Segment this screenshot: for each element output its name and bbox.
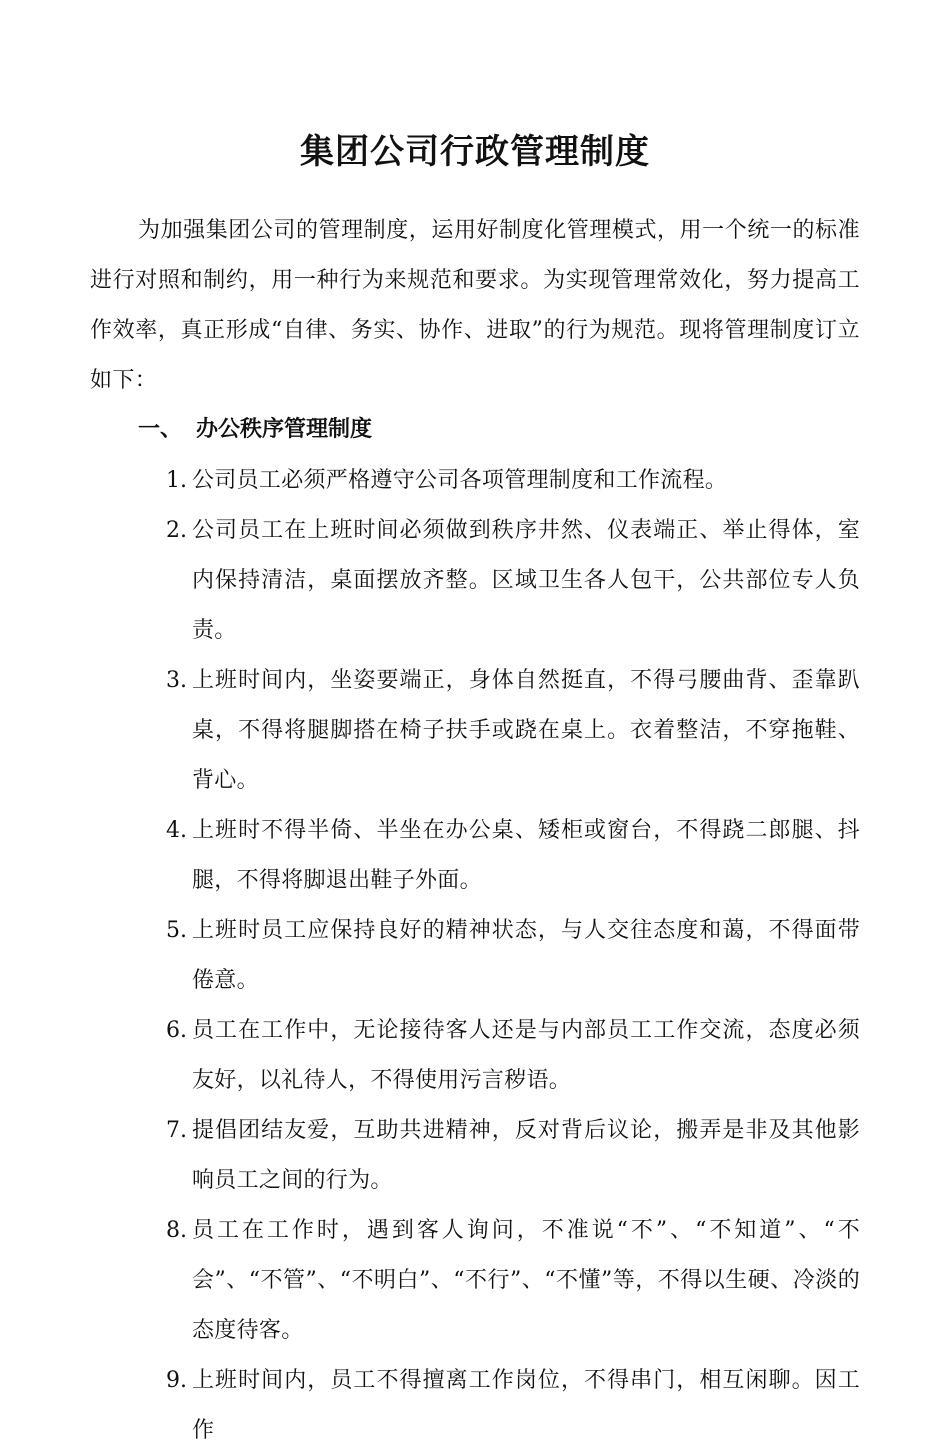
list-item [0, 806, 950, 906]
item-number: 3. [166, 668, 187, 693]
item-number: 9. [166, 1368, 187, 1393]
item-number: 2. [166, 518, 187, 543]
item-text: 公司员工在上班时间必须做到秩序井然、仪表端正、举止得体，室内保持清洁，桌面摆放齐整。区域卫生各人包干，公共部位专人负责。 [192, 518, 860, 643]
item-number: 6. [166, 1018, 187, 1043]
section-number: 一、 [138, 417, 183, 442]
section-heading-text: 办公秩序管理制度 [196, 417, 373, 442]
rule-list [0, 456, 950, 1456]
item-text: 员工在工作中，无论接待客人还是与内部员工工作交流，态度必须友好，以礼待人，不得使用污言秽语。 [192, 1018, 860, 1093]
item-text: 提倡团结友爱，互助共进精神，反对背后议论，搬弄是非及其他影响员工之间的行为。 [192, 1118, 860, 1193]
list-item [0, 456, 950, 506]
list-item [0, 1206, 950, 1356]
list-item [0, 1356, 950, 1456]
list-item [0, 906, 950, 1006]
section-heading [138, 408, 372, 452]
item-number: 7. [166, 1118, 187, 1143]
intro-paragraph: 为加强集团公司的管理制度，运用好制度化管理模式，用一个统一的标准进行对照和制约，用一种行为来规范和要求。为实现管理常效化，努力提高工作效率，真正形成“自律、务实、协作、进取”的行为规范。现将管理制度订立如下： [90, 218, 860, 393]
list-item [0, 1006, 950, 1106]
item-text: 公司员工必须严格遵守公司各项管理制度和工作流程。 [192, 468, 728, 493]
item-text: 上班时员工应保持良好的精神状态，与人交往态度和蔼，不得面带倦意。 [192, 918, 860, 993]
item-number: 8. [166, 1218, 187, 1243]
list-item [0, 1106, 950, 1206]
item-text: 上班时间内，坐姿要端正，身体自然挺直，不得弓腰曲背、歪靠趴桌，不得将腿脚搭在椅子扶手或跷在桌上。衣着整洁，不穿拖鞋、背心。 [192, 668, 860, 793]
item-number: 1. [166, 468, 187, 493]
item-text: 上班时间内，员工不得擅离工作岗位，不得串门，相互闲聊。因工作 [192, 1368, 860, 1443]
item-text: 员工在工作时，遇到客人询问，不准说“不”、“不知道”、“不会”、“不管”、“不明白”、“不行”、“不懂”等，不得以生硬、冷淡的态度待客。 [192, 1218, 860, 1343]
item-number: 5. [166, 918, 187, 943]
item-number: 4. [166, 818, 187, 843]
document-title: 集团公司行政管理制度 [300, 132, 650, 172]
list-item [0, 506, 950, 656]
list-item [0, 656, 950, 806]
item-text: 上班时不得半倚、半坐在办公桌、矮柜或窗台，不得跷二郎腿、抖腿，不得将脚退出鞋子外面。 [192, 818, 860, 893]
